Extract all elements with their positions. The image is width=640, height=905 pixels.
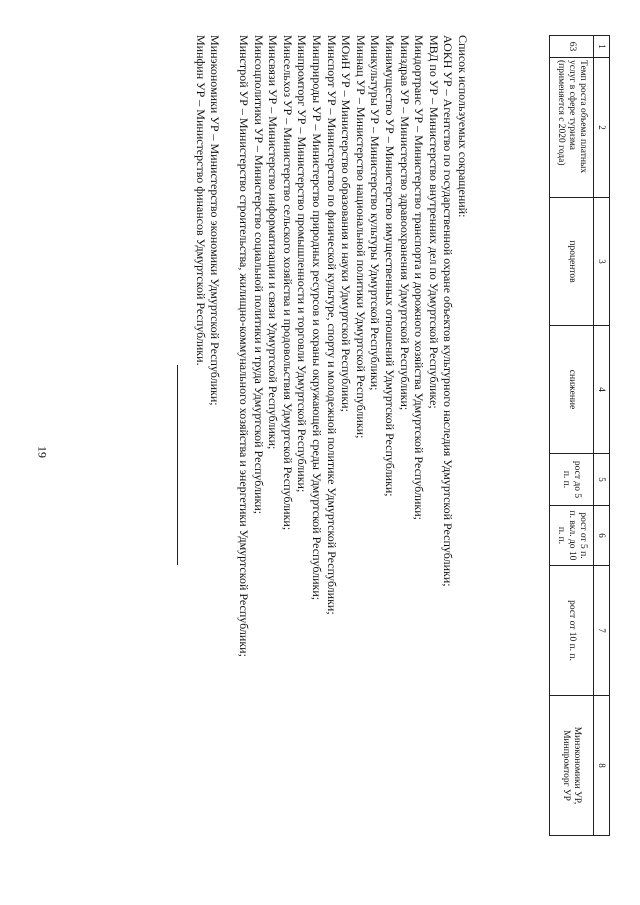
col-number-3: 3 [594,198,610,326]
value-growth-5-to-10: рост от 5 п. п. вкл. до 10 п. п. [550,506,594,566]
list-item: Минэкономики УР – Министерство экономики Удмуртской Республики; [208,35,223,406]
list-item: Минфин УР – Министерство финансов Удмуртской Республики. [193,35,208,366]
list-item: Минсоцполитики УР – Министерство социальной политики и труда Удмуртской Республики; [251,35,266,515]
list-item: Минстрой УР – Министерство строительства, жилищно-коммунального хозяйства и энергетики Удмуртской Республики; [237,35,252,657]
list-spacer [223,35,237,835]
column-number-row [594,36,610,836]
closing-rule [177,365,178,565]
col-number-6: 6 [594,506,610,566]
list-item: Миндортранс УР – Министерство транспорта и дорожного хозяйства Удмуртской Республики; [412,35,427,520]
table-row [550,36,594,836]
col-number-2: 2 [594,58,610,198]
col-number-7: 7 [594,566,610,696]
row-number: 63 [550,36,594,58]
abbreviations-list [193,35,470,835]
list-item: Минимущество УР – Министерство имущественных отношений Удмуртской Республики; [383,35,398,497]
list-item: АОКН УР – Агентство по государственной охране объектов культурного наследия Удмуртской Республики; [441,35,456,587]
unit: процентов [550,198,594,326]
responsible-bodies: Минэкономики УР, Минпромторг УР [550,696,594,836]
list-item: МОиН УР – Министерство образования и науки Удмуртской Республики; [339,35,354,412]
list-item: Минздрав УР – Министерство здравоохранения Удмуртской Республики; [397,35,412,411]
indicator-name: Темп роста объема платных услуг в сфере туризма (применяется с 2020 года) [550,58,594,198]
value-growth-over-10: рост от 10 п. п. [550,566,594,696]
col-number-1: 1 [594,36,610,58]
list-item: Минприроды УР – Министерство природных ресурсов и охраны окружающей среды Удмуртской Республики; [310,35,325,601]
value-growth-up-to-5: рост до 5 п. п. [550,454,594,506]
col-number-4: 4 [594,326,610,454]
rotated-page-content [125,35,610,835]
list-item: Минсельхоз УР – Министерство сельского хозяйства и продовольствия Удмуртской Республики; [280,35,295,531]
list-item: МВД по УР – Министерство внутренних дел по Удмуртской Республике; [426,35,441,409]
abbreviations-heading: Список используемых сокращений: [456,35,470,218]
page-number: 19 [35,446,50,458]
list-item: Минсвязи УР – Министерство информатизации и связи Удмуртской Республики; [266,35,281,450]
col-number-8: 8 [594,696,610,836]
list-item: Минпромторг УР – Министерство промышленности и торговли Удмуртской Республики; [295,35,310,493]
list-item: Минкультуры УР – Министерство культуры Удмуртской Республики; [368,35,383,391]
list-item: Миннац УР – Министерство национальной политики Удмуртской Республики; [353,35,368,439]
indicator-table [549,35,610,836]
value-decrease: снижение [550,326,594,454]
col-number-5: 5 [594,454,610,506]
list-item: Минспорт УР – Министерство по физической культуре, спорту и молодежной политике Удмуртской Республики; [324,35,339,615]
